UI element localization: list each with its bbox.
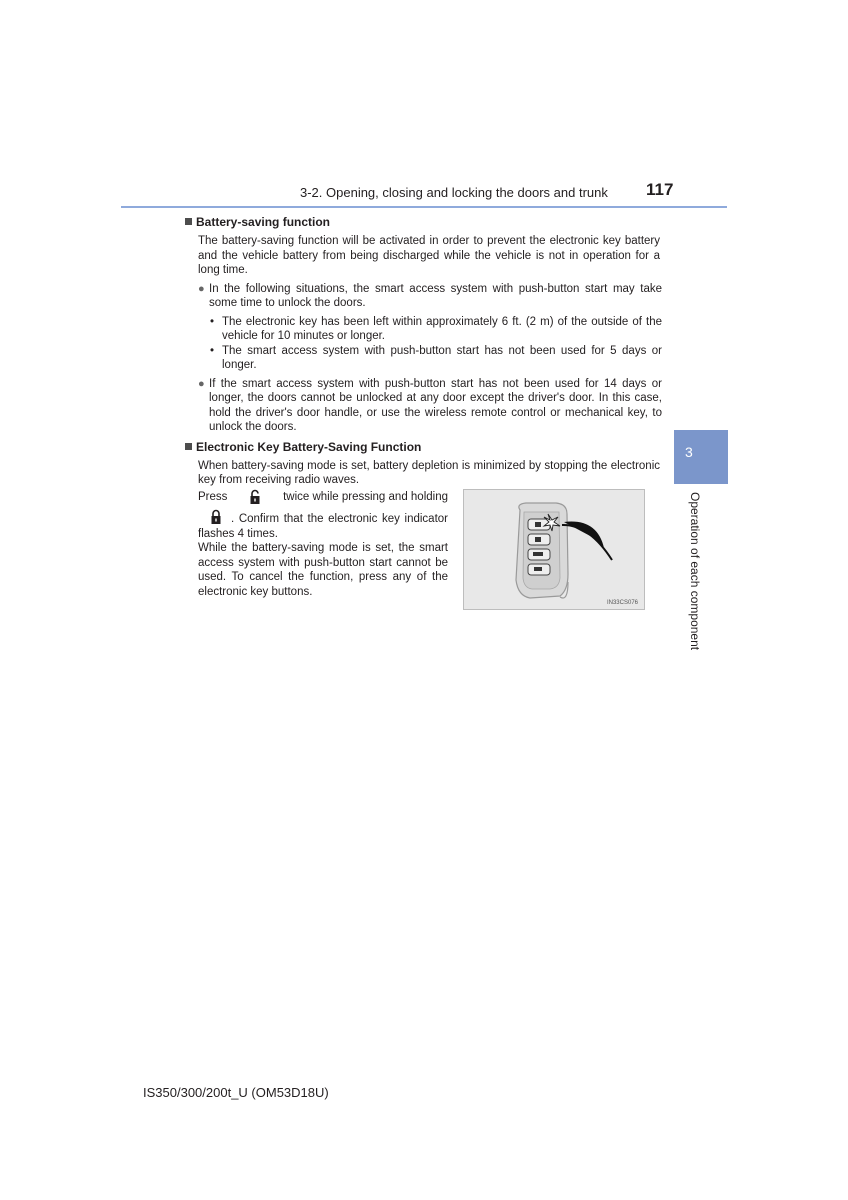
section-title: 3-2. Opening, closing and locking the doors and trunk — [300, 185, 608, 200]
page-number: 117 — [646, 180, 674, 199]
chapter-label: Operation of each component — [688, 492, 702, 651]
battery-saving-intro: The battery-saving function will be activated in order to prevent the electronic key battery and the vehicle battery from being discharged while the vehicle is not in operation for a long time. — [198, 235, 660, 276]
electronic-key-intro: When battery-saving mode is set, battery depletion is minimized by stopping the electronic key from receiving radio waves. — [198, 459, 660, 486]
press-instructions: Press twice while pressing and holding . Confirm that the electronic key indicator flashes 4 times. While the battery-saving mode is set, the smart access system with push-button start cannot be used. To cancel the function, press any of the electronic key buttons. — [198, 490, 448, 598]
electronic-key-heading: Electronic Key Battery-Saving Function — [185, 440, 665, 455]
chapter-number: 3 — [685, 444, 693, 460]
figure-code: IN33CS076 — [606, 600, 638, 606]
key-fob-illustration — [463, 489, 645, 610]
battery-saving-note: While the battery-saving mode is set, the smart access system with push-button start cannot be used. To cancel the function, press any of the electronic key buttons. — [198, 542, 448, 598]
header-rule — [121, 206, 727, 208]
list-item: ● If the smart access system with push-button start has not been used for 14 days or longer, the doors cannot be unlocked at any door except the driver's door. In this case, hold the driver's door handle, or use the wireless remote control or mechanical key, to unlock the doors. — [198, 377, 662, 433]
battery-saving-heading: Battery-saving function — [185, 215, 665, 230]
chapter-tab — [674, 430, 728, 484]
unlock-icon — [248, 489, 262, 505]
small-bullet-icon: • — [210, 344, 215, 357]
circle-bullet-icon: ● — [198, 282, 205, 295]
list-subitem: • The smart access system with push-button start has not been used for 5 days or longer. — [210, 344, 662, 371]
list-item: ● In the following situations, the smart access system with push-button start may take some time to unlock the doors. — [198, 282, 662, 309]
model-footer: IS350/300/200t_U (OM53D18U) — [143, 1085, 329, 1100]
square-bullet-icon — [185, 443, 192, 450]
circle-bullet-icon: ● — [198, 377, 205, 390]
small-bullet-icon: • — [210, 315, 215, 328]
list-subitem: • The electronic key has been left within approximately 6 ft. (2 m) of the outside of the vehicle for 10 minutes or longer. — [210, 315, 662, 342]
lock-icon — [209, 509, 223, 525]
square-bullet-icon — [185, 218, 192, 225]
main-content — [185, 215, 665, 488]
